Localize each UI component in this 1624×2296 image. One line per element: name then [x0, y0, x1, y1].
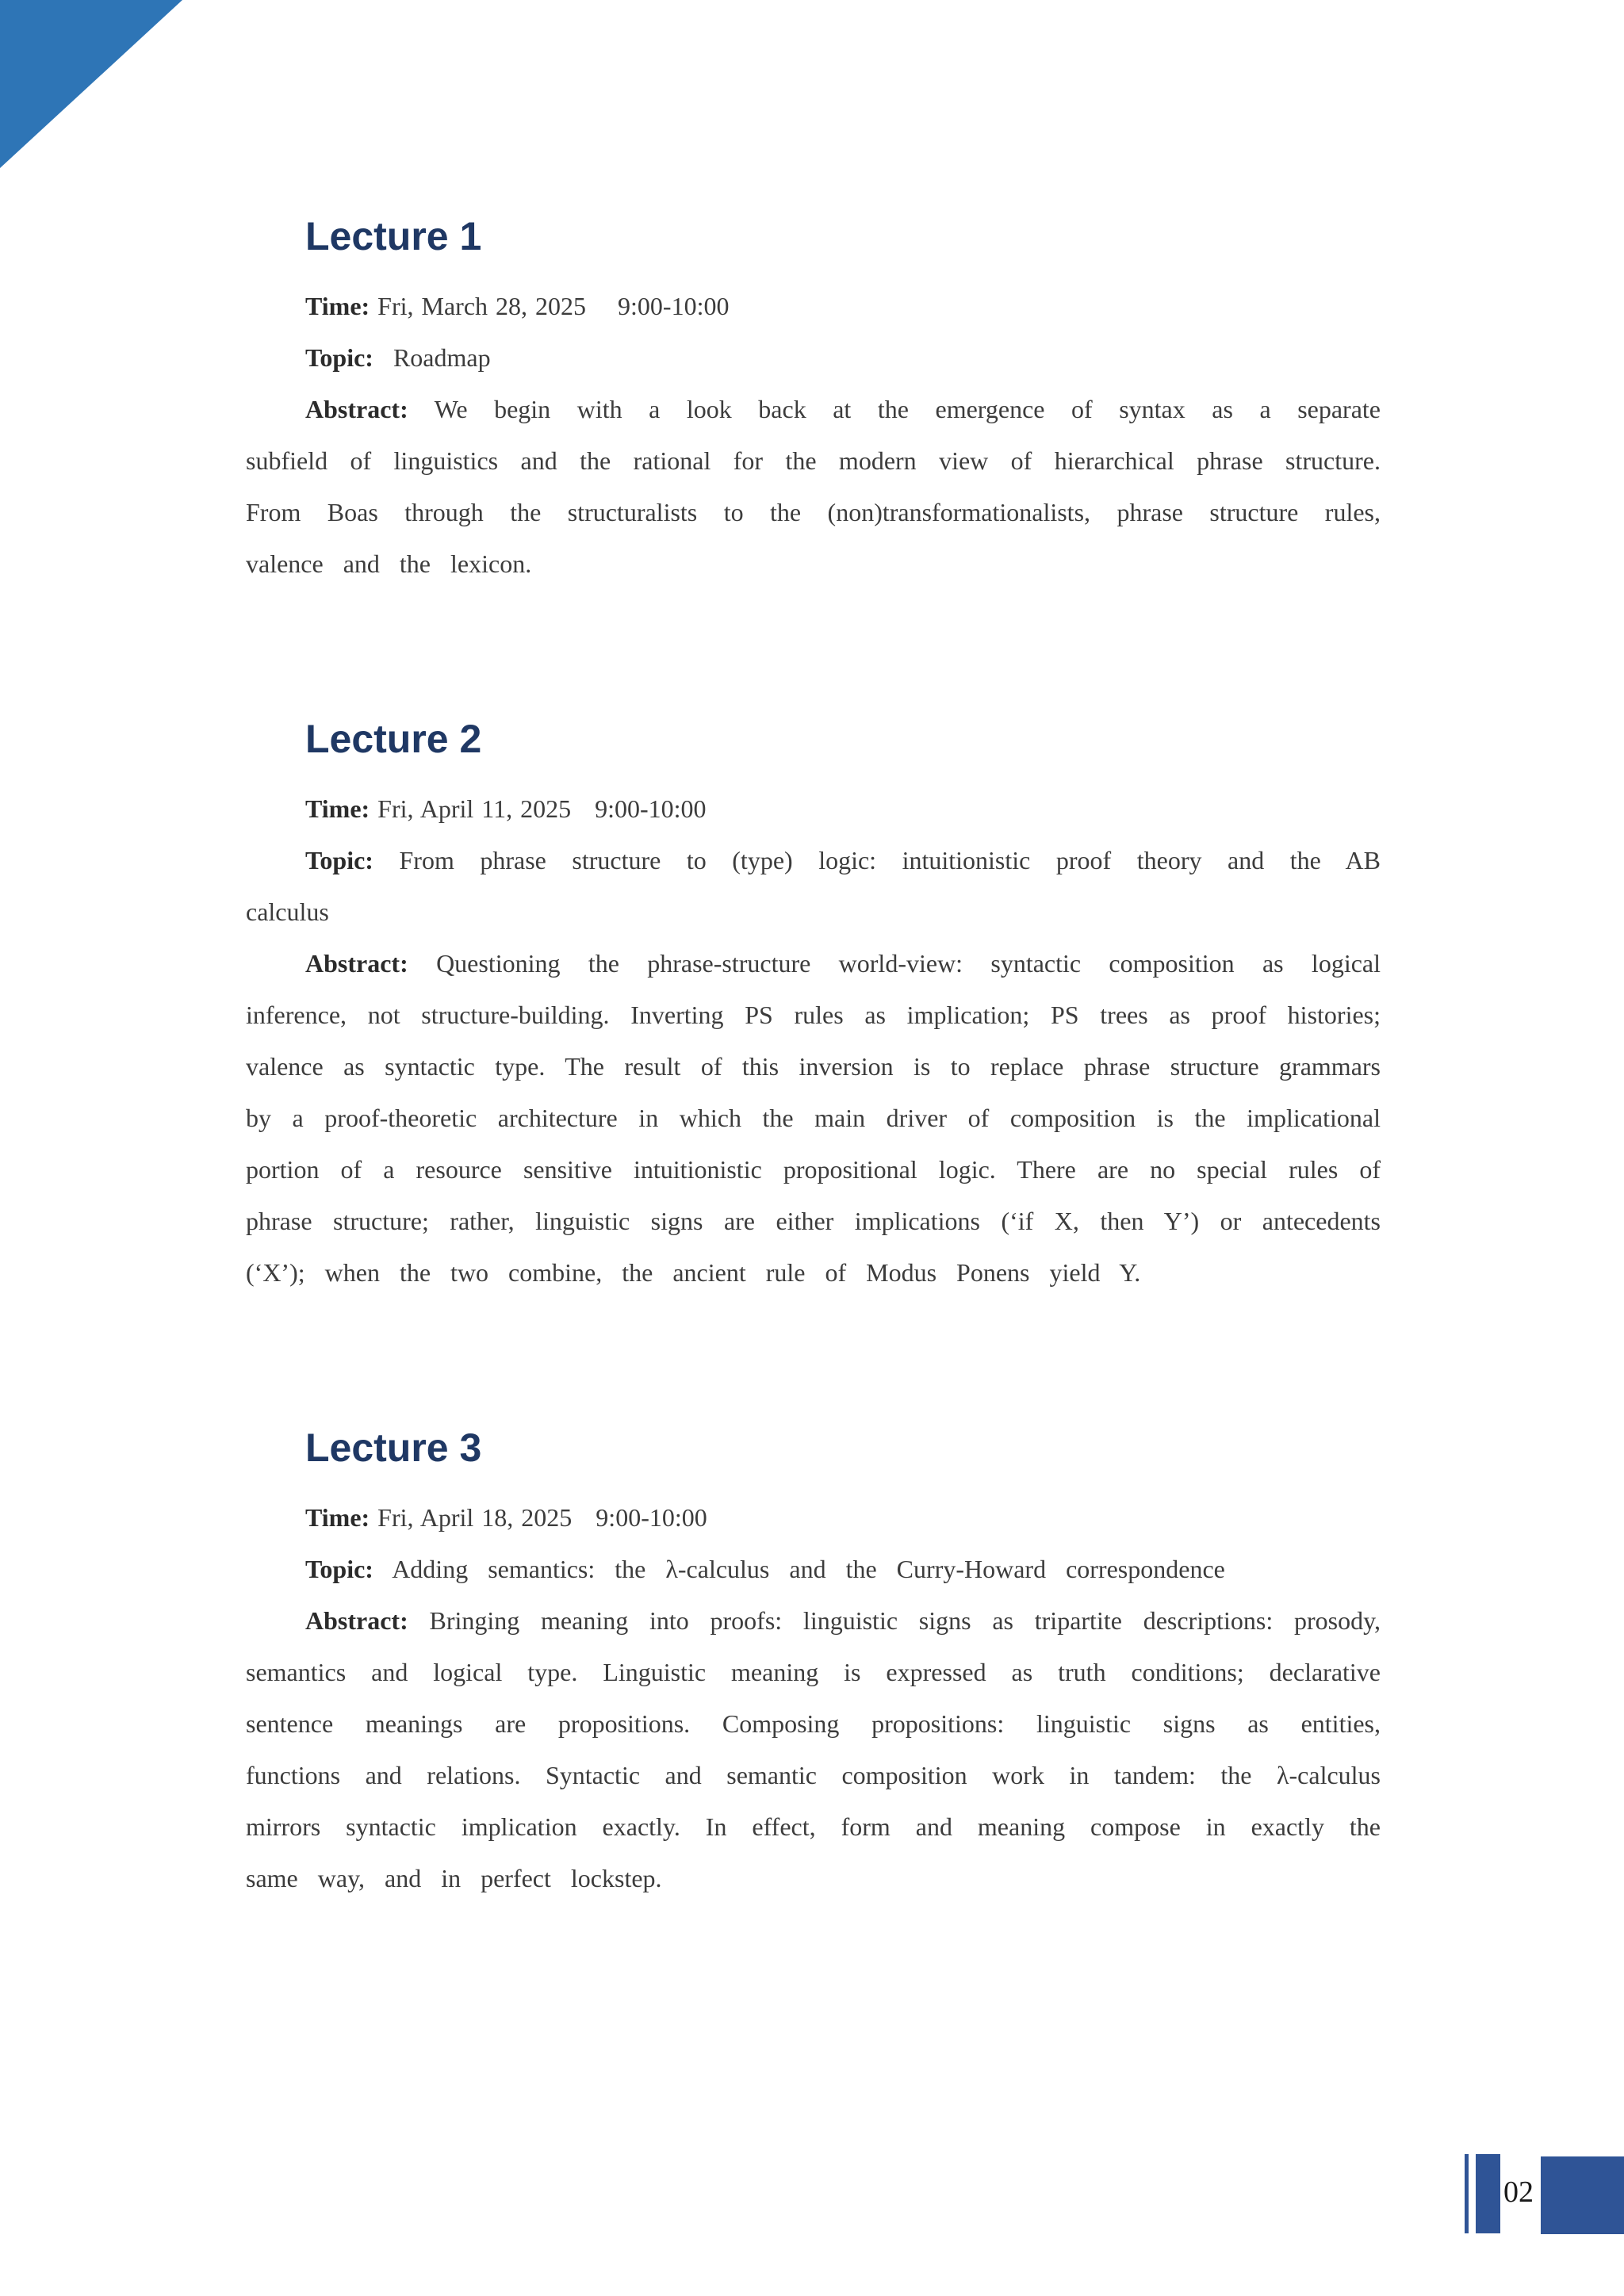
topic-value: From phrase structure to (type) logic: intuitionistic proof theory and the AB calculus [246, 846, 1381, 926]
topic-label: Topic: [305, 846, 373, 874]
time-label: Time: [305, 1503, 370, 1532]
lecture-title: Lecture 3 [305, 1425, 482, 1470]
time-value: Fri, March 28, 2025 9:00-10:00 [377, 292, 730, 320]
lecture-title: Lecture 2 [305, 717, 482, 761]
lecture-section [246, 718, 1381, 1299]
corner-triangle-decoration [0, 0, 182, 168]
topic-label: Topic: [305, 343, 373, 372]
lecture-time-line [246, 281, 1381, 332]
abstract-label: Abstract: [305, 949, 408, 978]
lecture-abstract [246, 384, 1381, 590]
lecture-list [246, 216, 1381, 1904]
topic-value: Roadmap [393, 343, 491, 372]
page-number: 02 [1503, 2175, 1534, 2209]
footer-accent-bar-thin [1465, 2154, 1469, 2233]
lecture-topic-line [246, 332, 1381, 384]
time-label: Time: [305, 794, 370, 823]
time-value: Fri, April 11, 2025 9:00-10:00 [377, 794, 707, 823]
lecture-topic-line [246, 1544, 1381, 1595]
lecture-time-line [246, 1492, 1381, 1544]
footer-accent-block [1541, 2156, 1624, 2234]
footer-accent-bar-wide [1476, 2154, 1500, 2233]
topic-label: Topic: [305, 1555, 373, 1583]
lecture-abstract [246, 938, 1381, 1299]
lecture-topic-line [246, 835, 1381, 938]
abstract-label: Abstract: [305, 395, 408, 423]
abstract-text: We begin with a look back at the emergence of syntax as a separate subfield of linguistics and the rational for the modern view of hierarchical phrase structure. From Boas through the structuralists to the (non)transformationalists, phrase structure rules, valence and the lexicon. [246, 395, 1381, 578]
lecture-title: Lecture 1 [305, 214, 482, 258]
time-value: Fri, April 18, 2025 9:00-10:00 [377, 1503, 707, 1532]
lecture-abstract [246, 1595, 1381, 1904]
abstract-label: Abstract: [305, 1606, 408, 1635]
lecture-section [246, 216, 1381, 590]
time-label: Time: [305, 292, 370, 320]
abstract-text: Bringing meaning into proofs: linguistic signs as tripartite descriptions: prosody, semantics and logical type. Linguistic meaning is expressed as truth conditions; declarative sentence meanings are propositions. Composing propositions: linguistic signs as entities, functions and relations. Syntactic and semantic composition work in tandem: the λ-calculus mirrors syntactic implication exactly. In effect, form and meaning compose in exactly the same way, and in perfect lockstep. [246, 1606, 1381, 1892]
topic-value: Adding semantics: the λ-calculus and the Curry-Howard correspondence [392, 1555, 1225, 1583]
lecture-time-line [246, 783, 1381, 835]
abstract-text: Questioning the phrase-structure world-view: syntactic composition as logical inference, not structure-building. Inverting PS rules as implication; PS trees as proof histories; valence as syntactic type. The result of this inversion is to replace phrase structure grammars by a proof-theoretic architecture in which the main driver of composition is the implicational portion of a resource sensitive intuitionistic propositional logic. There are no special rules of phrase structure; rather, linguistic signs are either implications (‘if X, then Y’) or antecedents (‘X’); when the two combine, the ancient rule of Modus Ponens yield Y. [246, 949, 1381, 1287]
lecture-section [246, 1427, 1381, 1904]
